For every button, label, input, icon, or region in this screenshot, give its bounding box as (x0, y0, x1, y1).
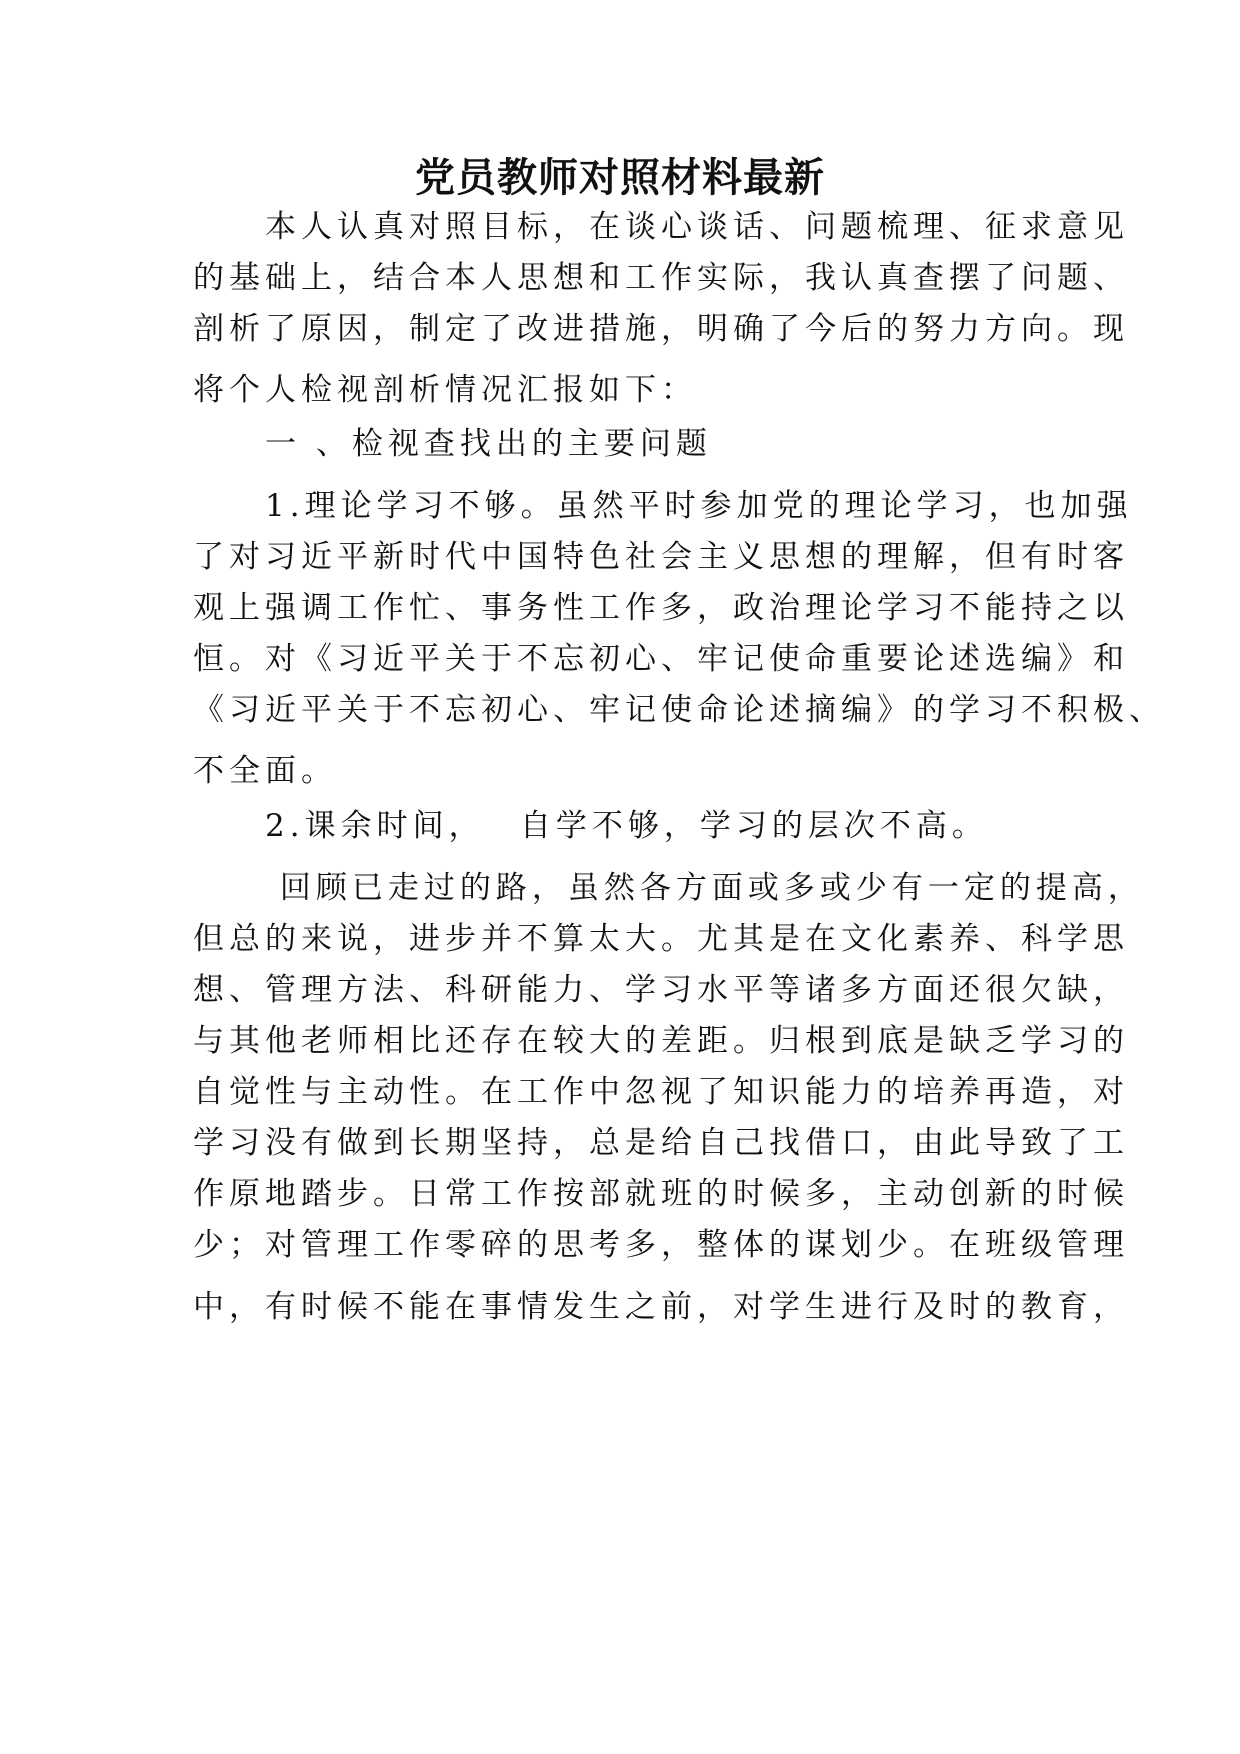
text-line: 回顾已走过的路，虽然各方面或多或少有一定的提高， (193, 870, 1144, 906)
text-line: 《习近平关于不忘初心、牢记使命论述摘编》的学习不积极、 (193, 692, 1165, 728)
document-title: 党员教师对照材料最新 (415, 155, 825, 201)
text-line: 观上强调工作忙、事务性工作多，政治理论学习不能持之以 (193, 590, 1129, 626)
text-line: 1.理论学习不够。虽然平时参加党的理论学习，也加强 (193, 488, 1133, 524)
text-line: 了对习近平新时代中国特色社会主义思想的理解，但有时客 (193, 539, 1129, 575)
text-line: 不全面。 (193, 753, 337, 789)
text-line: 作原地踏步。日常工作按部就班的时候多，主动创新的时候 (193, 1176, 1129, 1212)
text-line: 2.课余时间， 自学不够，学习的层次不高。 (193, 808, 988, 844)
text-line: 中，有时候不能在事情发生之前，对学生进行及时的教育， (193, 1289, 1129, 1325)
text-line: 想、管理方法、科研能力、学习水平等诸多方面还很欠缺， (193, 972, 1129, 1008)
text-line: 的基础上，结合本人思想和工作实际，我认真查摆了问题、 (193, 260, 1129, 296)
text-line: 但总的来说，进步并不算太大。尤其是在文化素养、科学思 (193, 921, 1129, 957)
text-line: 恒。对《习近平关于不忘初心、牢记使命重要论述选编》和 (193, 641, 1129, 677)
text-line: 自觉性与主动性。在工作中忽视了知识能力的培养再造，对 (193, 1074, 1129, 1110)
text-line: 本人认真对照目标，在谈心谈话、问题梳理、征求意见 (193, 209, 1129, 245)
text-line: 学习没有做到长期坚持，总是给自己找借口，由此导致了工 (193, 1125, 1129, 1161)
text-line: 与其他老师相比还存在较大的差距。归根到底是缺乏学习的 (193, 1023, 1129, 1059)
section-heading: 一 、检视查找出的主要问题 (193, 426, 712, 462)
text-line: 将个人检视剖析情况汇报如下： (193, 372, 697, 408)
text-line: 少；对管理工作零碎的思考多，整体的谋划少。在班级管理 (193, 1227, 1129, 1263)
text-line: 剖析了原因，制定了改进措施，明确了今后的努力方向。现 (193, 311, 1129, 347)
